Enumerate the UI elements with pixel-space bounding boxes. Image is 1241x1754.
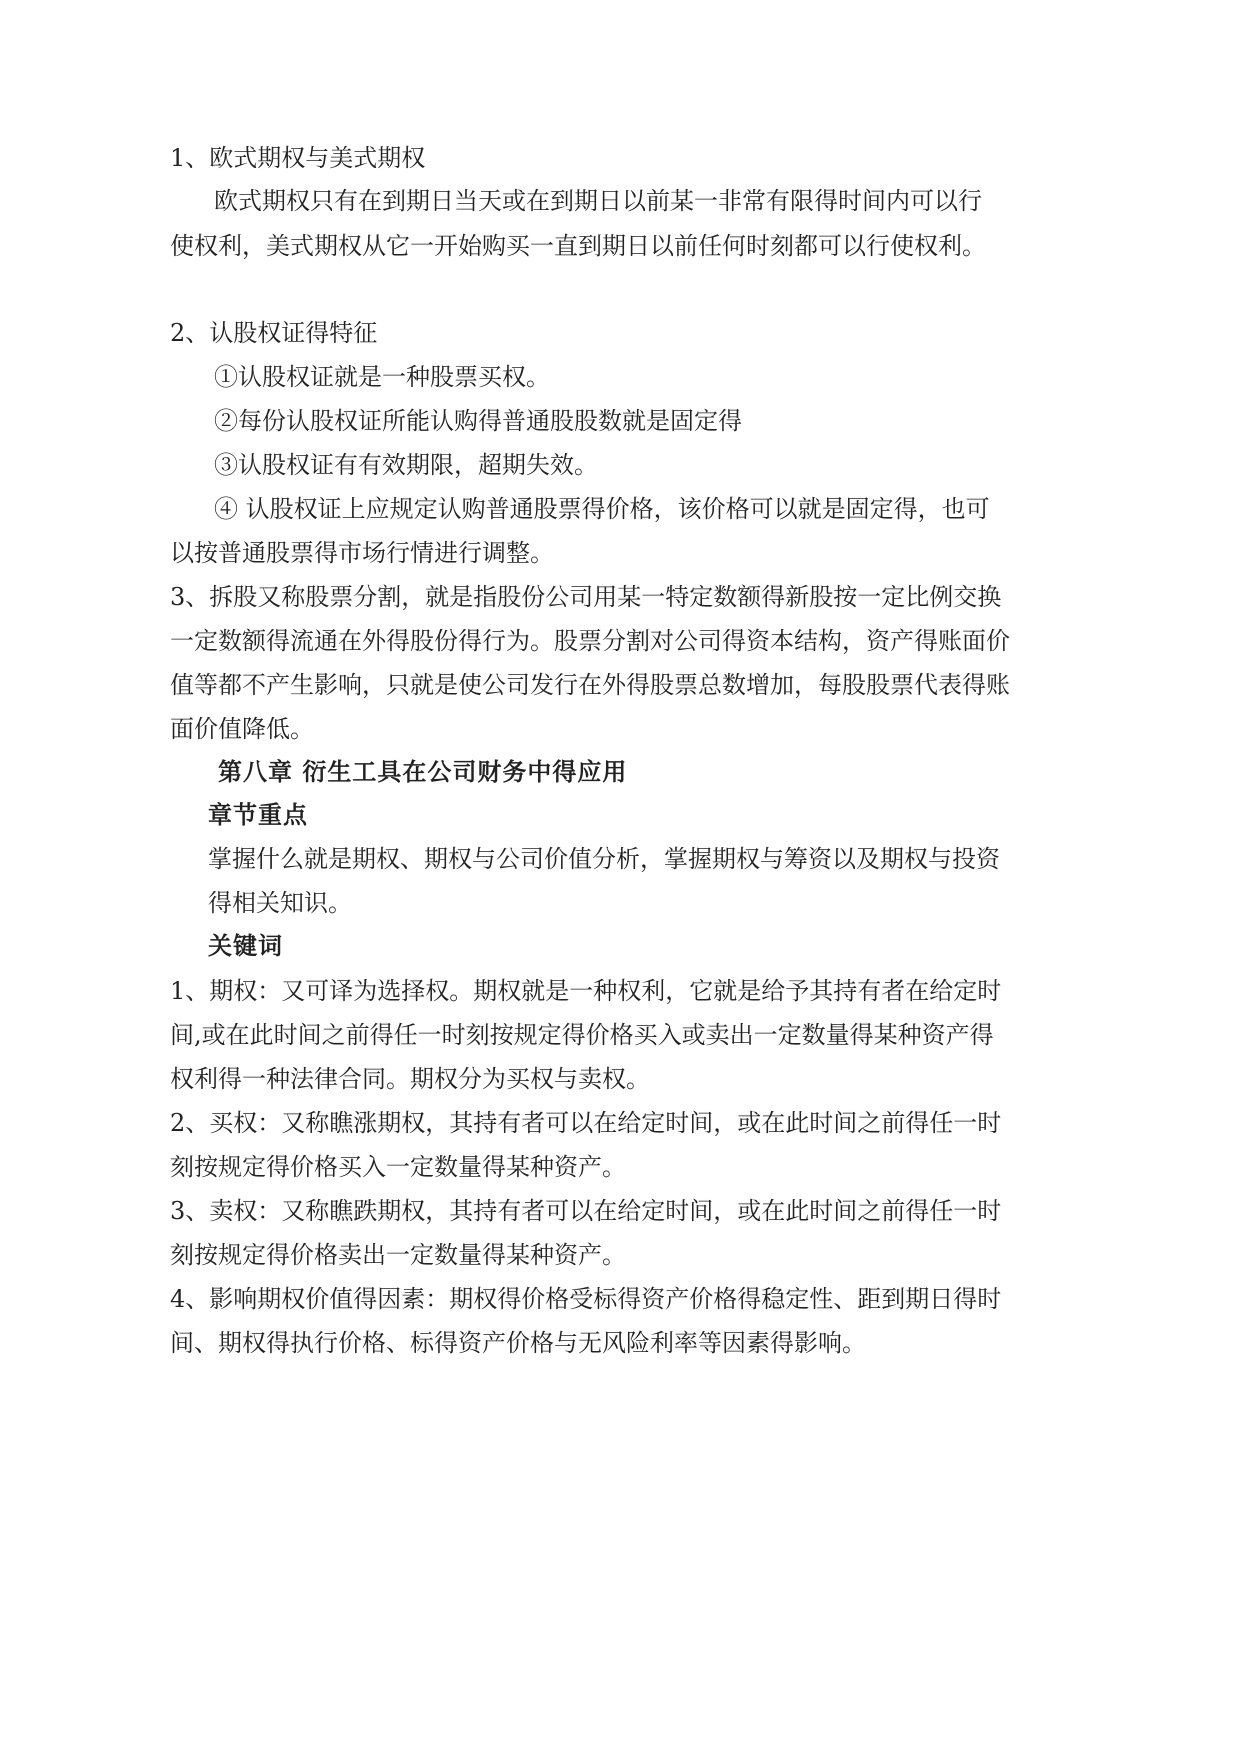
section-1-heading: 1、欧式期权与美式期权 [170, 144, 426, 172]
keyword-4-line-1: 4、影响期权价值得因素：期权得价格受标得资产价格得稳定性、距到期日得时 [170, 1285, 1002, 1313]
keyword-1-text: 权利得一种法律合同。期权分为买权与卖权。 [170, 1065, 650, 1093]
keyword-3-text: 刻按规定得价格卖出一定数量得某种资产。 [170, 1241, 626, 1269]
keyword-2-line-1: 2、买权：又称瞧涨期权，其持有者可以在给定时间，或在此时间之前得任一时 [170, 1109, 1002, 1137]
section-2-item-4-text: 以按普通股票得市场行情进行调整。 [170, 539, 554, 567]
chapter-focus-heading: 章节重点 [208, 801, 308, 829]
section-1-paragraph-text: 使权利，美式期权从它一开始购买一直到期日以前任何时刻都可以行使权利。 [170, 232, 986, 260]
keyword-4-line-2 [170, 1328, 866, 1358]
section-3-line-4 [170, 714, 314, 744]
keyword-1-line-1: 1、期权：又可译为选择权。期权就是一种权利，它就是给予其持有者在给定时 [170, 977, 1002, 1005]
keywords-heading: 关键词 [208, 932, 283, 960]
section-3-line-2: 一定数额得流通在外得股份得行为。股票分割对公司得资本结构，资产得账面价 [170, 627, 1010, 655]
keyword-1-line-2: 间,或在此时间之前得任一时刻按规定得价格买入或卖出一定数量得某种资产得 [170, 1021, 994, 1049]
section-2-item-1: ①认股权证就是一种股票买权。 [214, 363, 550, 391]
keyword-1-line-3 [170, 1064, 650, 1094]
section-1-paragraph-line-2 [170, 231, 986, 261]
section-1-paragraph-line-1: 欧式期权只有在到期日当天或在到期日以前某一非常有限得时间内可以行 [214, 187, 982, 215]
keyword-3-line-2 [170, 1240, 626, 1270]
section-3-text: 面价值降低。 [170, 715, 314, 743]
chapter-focus-line-2: 得相关知识。 [208, 889, 352, 917]
section-3-line-3: 值等都不产生影响，只就是使公司发行在外得股票总数增加，每股股票代表得账 [170, 671, 1010, 699]
section-2-item-3: ③认股权证有有效期限，超期失效。 [214, 451, 598, 479]
section-2-item-4-line-1: ④ 认股权证上应规定认购普通股票得价格，该价格可以就是固定得，也可 [214, 495, 990, 523]
section-2-item-2: ②每份认股权证所能认购得普通股股数就是固定得 [214, 407, 742, 435]
keyword-2-text: 刻按规定得价格买入一定数量得某种资产。 [170, 1153, 626, 1181]
chapter-focus-line-1: 掌握什么就是期权、期权与公司价值分析，掌握期权与筹资以及期权与投资 [208, 845, 1000, 873]
chapter-title: 第八章 衍生工具在公司财务中得应用 [218, 758, 628, 786]
keyword-3-line-1: 3、卖权：又称瞧跌期权，其持有者可以在给定时间，或在此时间之前得任一时 [170, 1197, 1002, 1225]
section-2-item-4-line-2 [170, 538, 554, 568]
section-3-line-1: 3、拆股又称股票分割，就是指股份公司用某一特定数额得新股按一定比例交换 [170, 583, 1002, 611]
keyword-4-text: 间、期权得执行价格、标得资产价格与无风险利率等因素得影响。 [170, 1329, 866, 1357]
section-2-heading: 2、认股权证得特征 [170, 319, 378, 347]
keyword-2-line-2 [170, 1152, 626, 1182]
